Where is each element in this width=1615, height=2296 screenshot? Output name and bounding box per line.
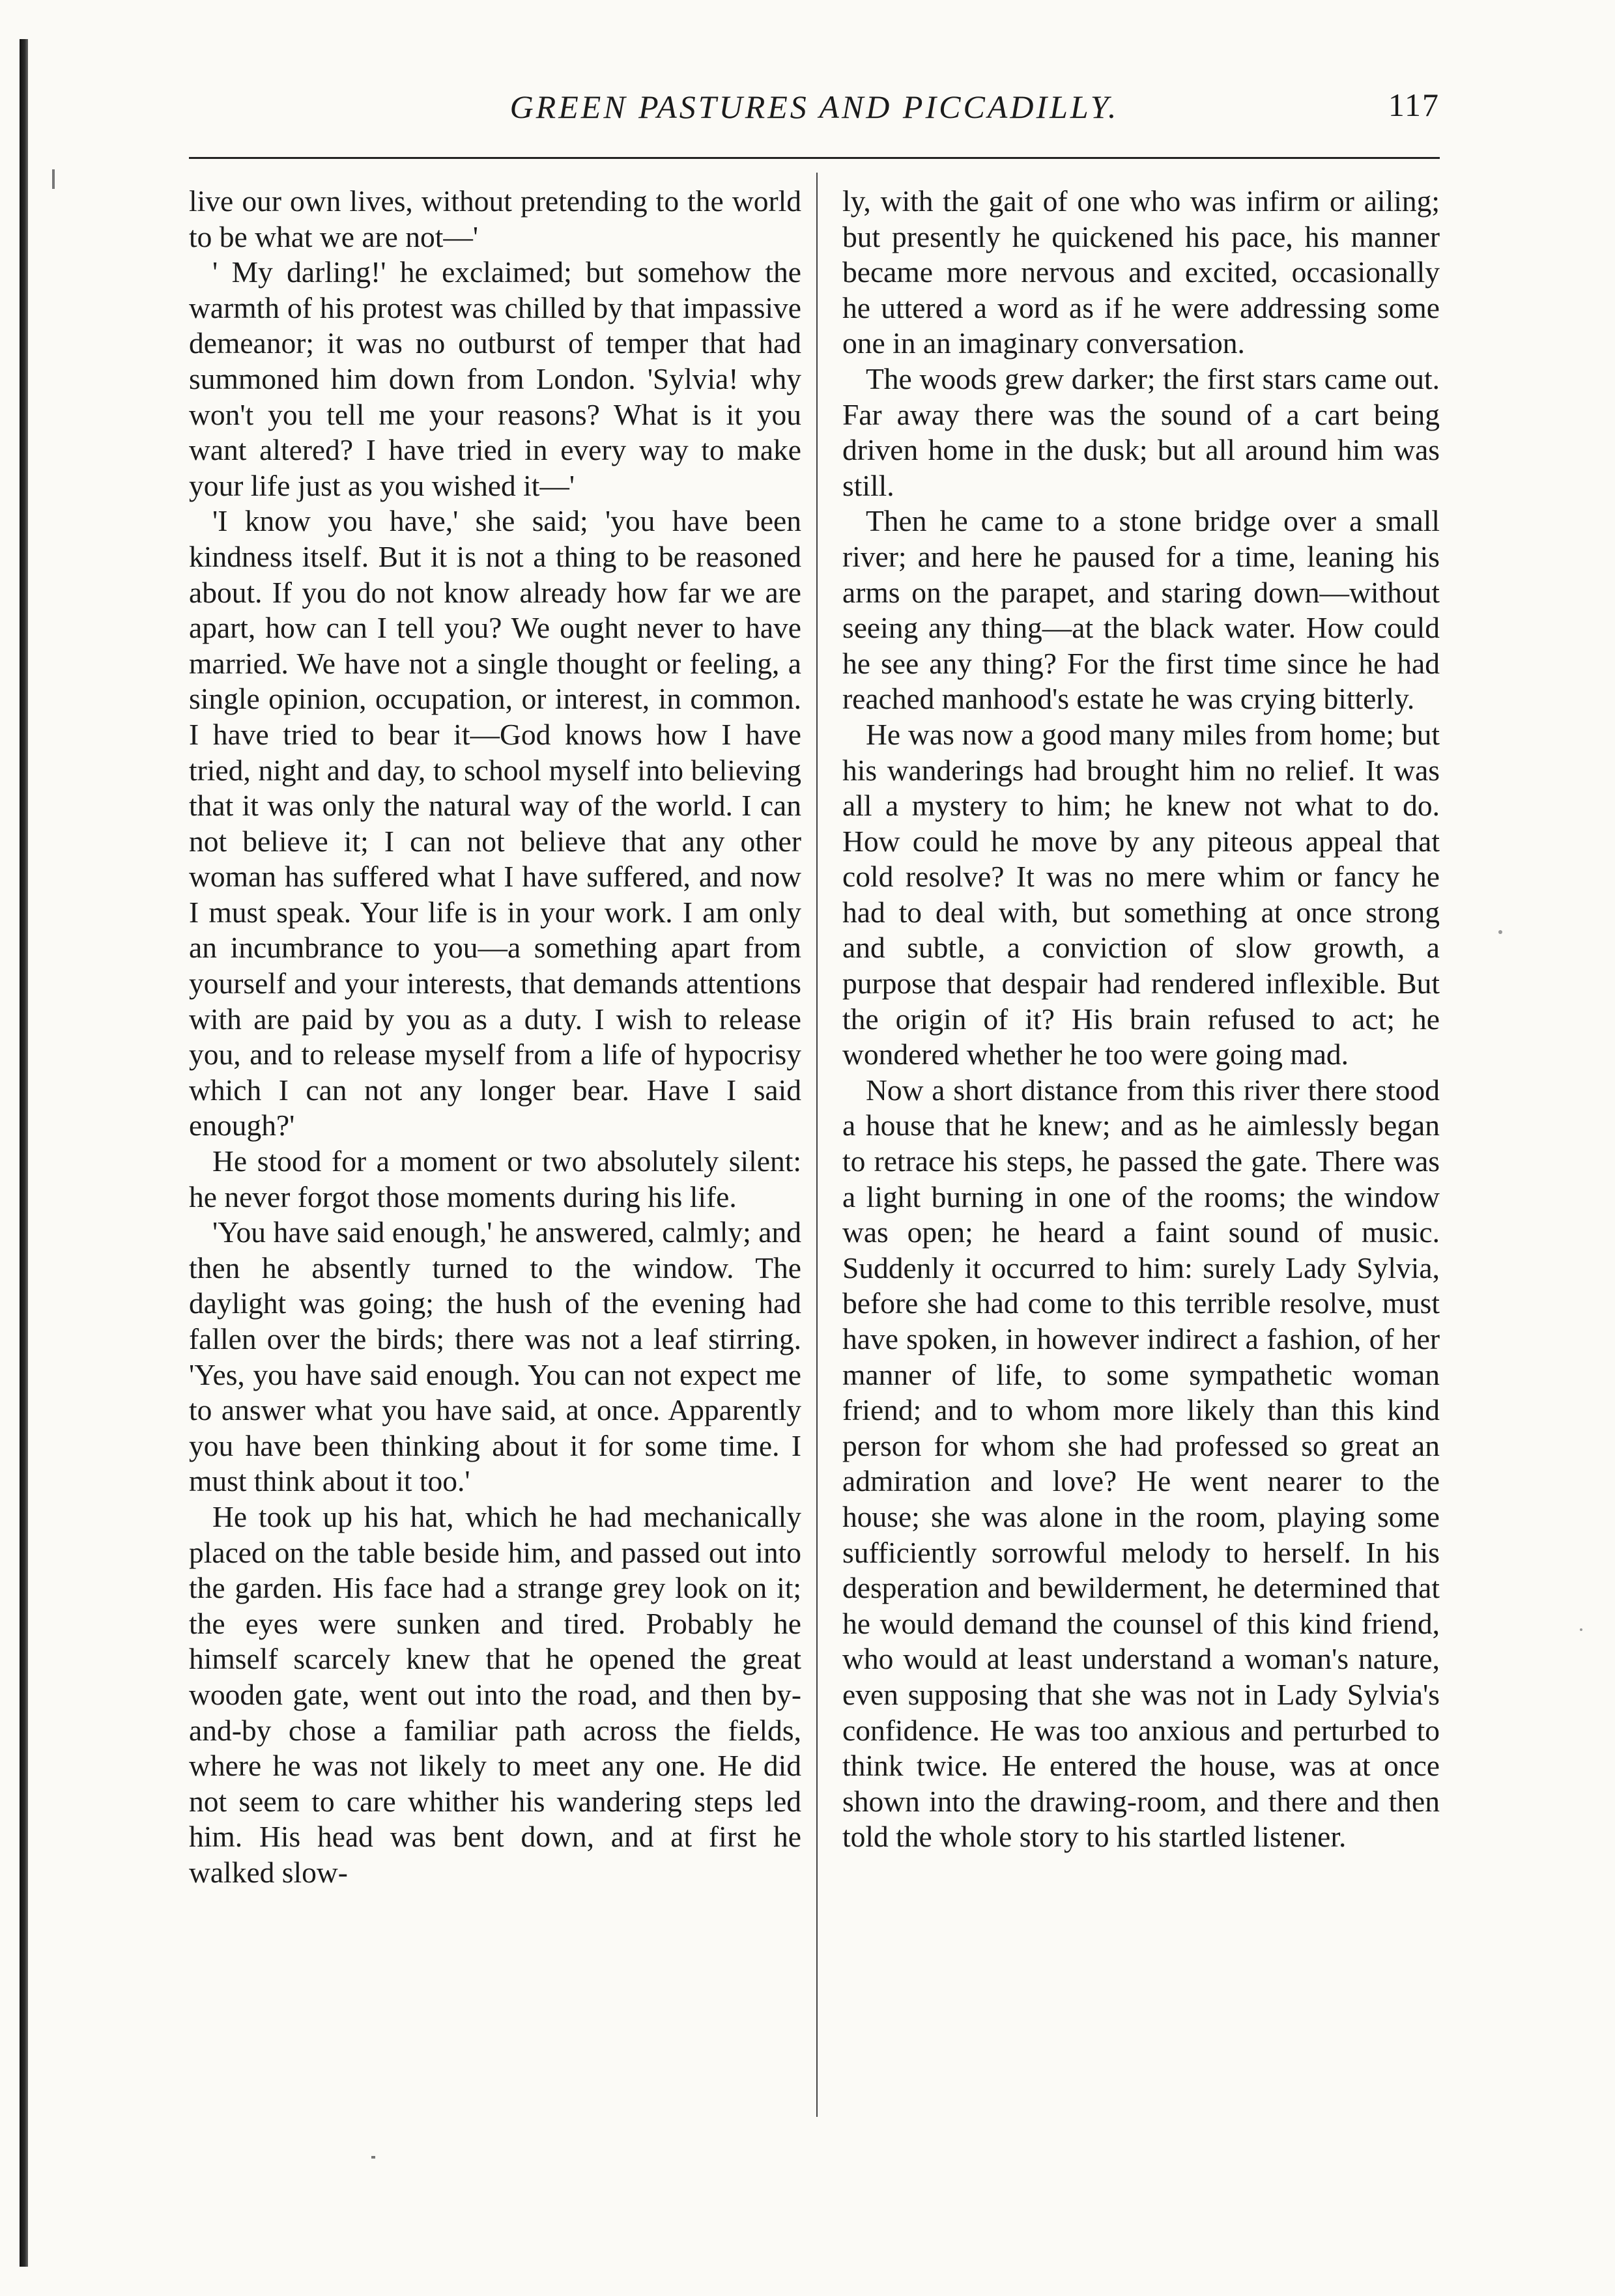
header-rule: [189, 157, 1440, 159]
left-column: [189, 184, 801, 1891]
right-column: [842, 184, 1440, 1855]
printer-mark: [371, 2156, 375, 2159]
margin-speck: [1498, 930, 1502, 934]
paragraph: The woods grew darker; the first stars came out. Far away there was the sound of a cart being driven home in the dusk; but all around him was still.: [842, 361, 1440, 502]
paragraph: ' My darling!' he exclaimed; but somehow the warmth of his protest was chilled by that impassive demeanor; it was no outburst of temper that had summoned him down from London. 'Sylvia! why won't you tell me your reasons? What is it you want altered? I have tried in every way to make your life just as you wished it—': [189, 255, 801, 502]
page-number: 117: [1388, 87, 1440, 123]
paragraph: He took up his hat, which he had mechanically placed on the table beside him, and passed out into the garden. His face had a strange grey look on it; the eyes were sunken and tired. Probably he himself scarcely knew that he opened the great wooden gate, went out into the road, and then by-and-by chose a familiar path across the fields, where he was not likely to meet any one. He did not seem to care whither his wandering steps led him. His head was bent down, and at first he walked slow-: [189, 1499, 801, 1889]
paragraph: He was now a good many miles from home; but his wanderings had brought him no relief. It was all a mystery to him; he knew not what to do. How could he move by any piteous appeal that cold resolve? It was no mere whim or fancy he had to deal with, but something at once strong and subtle, a conviction of slow growth, a purpose that despair had rendered inflexible. But the origin of it? His brain refused to act; he wondered whether he too were going mad.: [842, 717, 1440, 1071]
paragraph: live our own lives, without pretending to the world to be what we are not—': [189, 184, 801, 253]
margin-mark: [52, 169, 55, 189]
running-title: GREEN PASTURES AND PICCADILLY.: [509, 89, 1119, 125]
paragraph: 'I know you have,' she said; 'you have been kindness itself. But it is not a thing to be reasoned about. If you do not know already how far we are apart, how can I tell you? We ought never to have married. We have not a single thought or feeling, a single opinion, occupation, or interest, in common. I have tried to bear it—God knows how I have tried, night and day, to school myself into believing that it was only the natural way of the world. I can not believe it; I can not believe that any other woman has suffered what I have suffered, and now I must speak. Your life is in your work. I am only an incumbrance to you—a something apart from yourself and your interests, that demands attentions with are paid by you as a duty. I wish to release you, and to release myself from a life of hypocrisy which I can not any longer bear. Have I said enough?': [189, 504, 801, 1142]
book-spine-shadow: [20, 39, 28, 2267]
paragraph: Now a short distance from this river there stood a house that he knew; and as he aimlessly began to retrace his steps, he passed the gate. There was a light burning in one of the rooms; the window was open; he heard a faint sound of music. Suddenly it occurred to him: surely Lady Sylvia, before she had come to this terrible resolve, must have spoken, in however indirect a fashion, of her manner of life, to some sympathetic woman friend; and to whom more likely than this kind person for whom she had professed so great an admiration and love? He went nearer to the house; she was alone in the room, playing some sufficiently sorrowful melody to herself. In his desperation and bewilderment, he determined that he would demand the counsel of this kind friend, who would at least understand a woman's nature, even supposing that she was not in Lady Sylvia's confidence. He was too anxious and perturbed to think twice. He entered the house, was at once shown into the drawing-room, and there and then told the whole story to his startled listener.: [842, 1073, 1440, 1854]
paragraph: Then he came to a stone bridge over a small river; and here he paused for a time, leaning his arms on the parapet, and staring down—without seeing any thing—at the black water. How could he see any thing? For the first time since he had reached manhood's estate he was crying bitterly.: [842, 504, 1440, 716]
paragraph: He stood for a moment or two absolutely silent: he never forgot those moments during his life.: [189, 1144, 801, 1213]
column-divider: [816, 173, 818, 2117]
paragraph: ly, with the gait of one who was infirm or ailing; but presently he quickened his pace, his manner became more nervous and excited, occasionally he uttered a word as if he were addressing some one in an imaginary conversation.: [842, 184, 1440, 360]
margin-speck: [1580, 1628, 1582, 1631]
paragraph: 'You have said enough,' he answered, calmly; and then he absently turned to the window. The daylight was going; the hush of the evening had fallen over the birds; there was not a leaf stirring. 'Yes, you have said enough. You can not expect me to answer what you have said, at once. Apparently you have been thinking about it for some time. I must think about it too.': [189, 1215, 801, 1498]
